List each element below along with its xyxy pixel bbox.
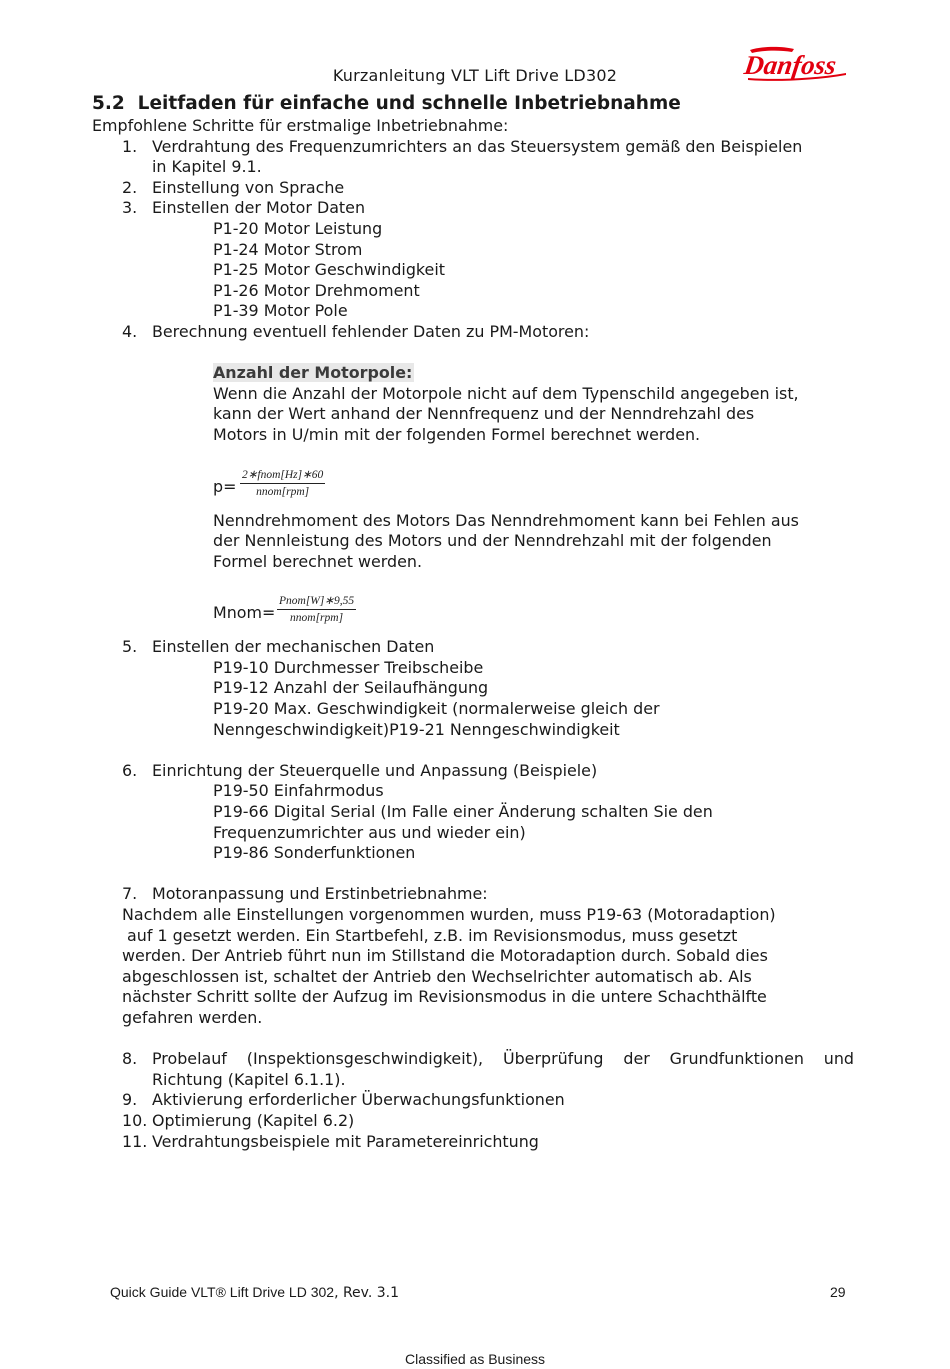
motor-poles-heading: Anzahl der Motorpole: (213, 363, 413, 383)
list-item-8 (92, 1049, 854, 1090)
list-number: 8. (122, 1049, 138, 1069)
page-number: 29 (830, 1284, 846, 1300)
list-number: 2. (122, 177, 138, 197)
list-item-10 (92, 1111, 854, 1132)
paragraph-line: werden. Der Antrieb führt nun im Stillstand die Motoradaption durch. Sobald dies (122, 946, 768, 966)
footer-product-name: VLT® Lift Drive LD 302 (190, 1284, 335, 1300)
parameter-line: P1-24 Motor Strom (213, 239, 363, 259)
list-text: in Kapitel 9.1. (152, 157, 262, 177)
danfoss-logo (742, 40, 852, 87)
list-item-11 (92, 1132, 854, 1153)
list-number: 7. (122, 884, 138, 904)
paragraph-line: Nenndrehmoment des Motors Das Nenndrehmoment kann bei Fehlen aus (213, 510, 799, 530)
list-text: Einstellen der mechanischen Daten (152, 637, 435, 657)
list-number: 1. (122, 136, 138, 156)
list-text: Optimierung (Kapitel 6.2) (152, 1110, 355, 1130)
list-text: Probelauf (Inspektionsgeschwindigkeit), Überprüfung der Grundfunktionen und (152, 1049, 854, 1069)
paragraph-line: Wenn die Anzahl der Motorpole nicht auf dem Typenschild angegeben ist, (213, 383, 799, 403)
list-item-1 (92, 137, 854, 178)
paragraph-line: nächster Schritt sollte der Aufzug im Revisionsmodus in die untere Schachthälfte (122, 987, 767, 1007)
list-item-9 (92, 1090, 854, 1111)
formula-denominator: nnom[rpm] (256, 485, 310, 498)
parameter-line: P19-20 Max. Geschwindigkeit (normalerweise gleich der (213, 699, 660, 719)
list-item-2 (92, 178, 854, 199)
formula-numerator: 2∗fnom[Hz]∗60 (240, 468, 325, 484)
footer-revision: , Rev. 3.1 (334, 1285, 400, 1301)
parameter-line: P1-39 Motor Pole (213, 301, 348, 321)
list-number: 6. (122, 760, 138, 780)
formula-lhs: Mnom= (213, 603, 276, 623)
page-header-title: Kurzanleitung VLT Lift Drive LD302 (332, 66, 618, 85)
list-text: Motoranpassung und Erstinbetriebnahme: (152, 884, 488, 904)
list-number: 4. (122, 321, 138, 341)
list-text: Einstellen der Motor Daten (152, 198, 366, 218)
section-heading (92, 92, 854, 116)
list-item-6 (92, 761, 854, 782)
formula-fraction (240, 468, 325, 500)
list-number: 10. (122, 1110, 148, 1130)
list-text: Berechnung eventuell fehlender Daten zu PM-Motoren: (152, 321, 590, 341)
footer-guide-label: Quick Guide (110, 1284, 191, 1300)
paragraph-line: kann der Wert anhand der Nennfrequenz und der Nenndrehzahl des (213, 404, 755, 424)
section-intro: Empfohlene Schritte für erstmalige Inbetriebnahme: (92, 116, 509, 135)
list-number: 9. (122, 1090, 138, 1110)
parameter-line: P19-50 Einfahrmodus (213, 781, 384, 801)
list-text: Richtung (Kapitel 6.1.1). (152, 1069, 346, 1089)
formula-numerator: Pnom[W]∗9,55 (277, 594, 356, 610)
list-text: Einstellung von Sprache (152, 177, 345, 197)
footer-document-info (110, 1284, 399, 1301)
paragraph-line: gefahren werden. (122, 1007, 263, 1027)
formula-lhs: p= (213, 476, 237, 496)
parameter-line: Frequenzumrichter aus und wieder ein) (213, 822, 526, 842)
formula-poles (92, 465, 854, 509)
parameter-line: Nenngeschwindigkeit)P19-21 Nenngeschwindigkeit (213, 719, 620, 739)
list-text: Einrichtung der Steuerquelle und Anpassung (Beispiele) (152, 760, 598, 780)
list-item-7 (92, 884, 854, 905)
parameter-line: P19-66 Digital Serial (Im Falle einer Änderung schalten Sie den (213, 802, 713, 822)
classification-label: Classified as Business (404, 1351, 546, 1367)
list-number: 3. (122, 198, 138, 218)
list-item-5 (92, 637, 854, 658)
paragraph-line: Formel berechnet werden. (213, 551, 423, 571)
paragraph-line: Nachdem alle Einstellungen vorgenommen wurden, muss P19-63 (Motoradaption) (122, 905, 776, 924)
parameter-line: P1-26 Motor Drehmoment (213, 280, 420, 300)
list-item-3 (92, 198, 854, 219)
list-number: 5. (122, 637, 138, 657)
list-number: 11. (122, 1131, 148, 1151)
paragraph-line: Motors in U/min mit der folgenden Formel berechnet werden. (213, 424, 701, 444)
list-text: Verdrahtungsbeispiele mit Parametereinrichtung (152, 1131, 539, 1151)
list-text: Aktivierung erforderlicher Überwachungsfunktionen (152, 1090, 565, 1110)
parameter-line: P1-25 Motor Geschwindigkeit (213, 260, 445, 280)
paragraph-line: abgeschlossen ist, schaltet der Antrieb den Wechselrichter automatisch ab. Als (122, 966, 752, 986)
parameter-line: P19-86 Sonderfunktionen (213, 843, 416, 863)
section-title: Leitfaden für einfache und schnelle Inbetriebnahme (137, 93, 681, 114)
parameter-line: P1-20 Motor Leistung (213, 218, 383, 238)
list-text: Verdrahtung des Frequenzumrichters an das Steuersystem gemäß den Beispielen (152, 136, 803, 156)
section-number: 5.2 (92, 93, 125, 114)
formula-torque (92, 591, 854, 635)
document-body (92, 92, 854, 1152)
paragraph-line: auf 1 gesetzt werden. Ein Startbefehl, z.B. im Revisionsmodus, muss gesetzt (122, 925, 738, 945)
formula-denominator: nnom[rpm] (290, 612, 344, 625)
svg-text:Danfoss: Danfoss (742, 50, 839, 80)
paragraph-line: der Nennleistung des Motors und der Nenndrehzahl mit der folgenden (213, 531, 772, 551)
list-item-4 (92, 322, 854, 343)
formula-fraction (277, 594, 356, 626)
parameter-line: P19-10 Durchmesser Treibscheibe (213, 657, 484, 677)
parameter-line: P19-12 Anzahl der Seilaufhängung (213, 678, 489, 698)
